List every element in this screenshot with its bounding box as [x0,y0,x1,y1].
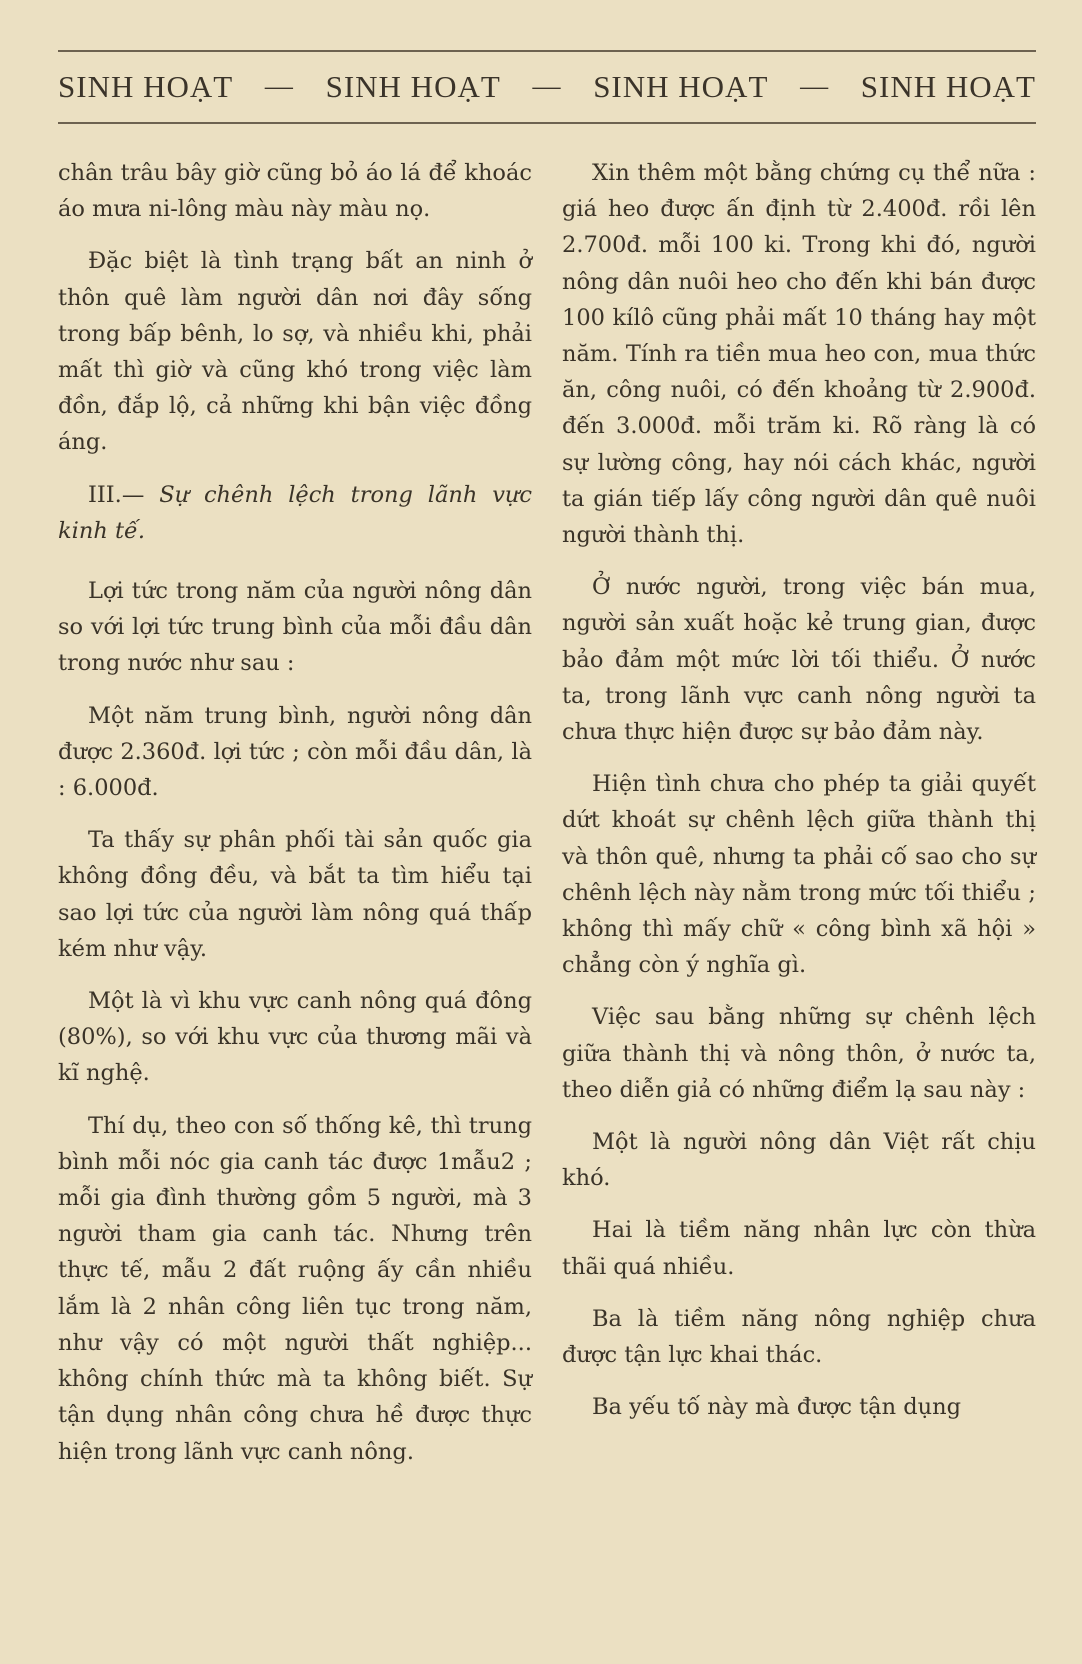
section-heading [58,477,532,549]
paragraph: Ở nước người, trong việc bán mua, người sản xuất hoặc kẻ trung gian, được bảo đảm một mức lời tối thiểu. Ở nước ta, trong lãnh vực canh nông người ta chưa thực hiện được sự bảo đảm này. [562,574,1036,746]
paragraph: Một là vì khu vực canh nông quá đông (80%), so với khu vực của thương mãi và kĩ nghệ. [58,988,532,1087]
header-separator-2: — [532,71,562,102]
paragraph: Thí dụ, theo con số thống kê, thì trung bình mỗi nóc gia canh tác được 1mẫu2 ; mỗi gia đình thường gồm 5 người, mà 3 người tham gia canh tác. Nhưng trên thực tế, mẫu 2 đất ruộng ấy cần nhiều lắm là 2 nhân công liên tục trong năm, như vậy có một người thất nghiệp... không chính thức mà ta không biết. Sự tận dụng nhân công chưa hề được thực hiện trong lãnh vực canh nông. [58,1112,532,1465]
header-item-4: SINH HOẠT [860,69,1036,104]
section-title: Sự chênh lệch trong lãnh vực kinh tế. [58,481,532,544]
section-number: III.— [88,481,145,508]
header-bottom-rule [58,122,1036,124]
header-item-3: SINH HOẠT [593,69,769,104]
right-column [562,155,1036,1486]
paragraph: chân trâu bây giờ cũng bỏ áo lá để khoác áo mưa ni-lông màu này màu nọ. [58,160,532,223]
left-column [58,155,532,1486]
running-header [58,62,1036,112]
header-item-2: SINH HOẠT [325,69,501,104]
paragraph: Ba yếu tố này mà được tận dụng [592,1394,962,1421]
paragraph: Hai là tiềm năng nhân lực còn thừa thãi quá nhiều. [562,1217,1036,1280]
paragraph: Ba là tiềm năng nông nghiệp chưa được tận lực khai thác. [562,1305,1036,1369]
paragraph: Xin thêm một bằng chứng cụ thể nữa : giá heo được ấn định từ 2.400đ. rồi lên 2.700đ. mỗi 100 ki. Trong khi đó, người nông dân nuôi heo cho đến khi bán được 100 kílô cũng phải mất 10 tháng hay một năm. Tính ra tiền mua heo con, mua thức ăn, công nuôi, có đến khoảng từ 2.900đ. đến 3.000đ. mỗi trăm ki. Rõ ràng là có sự lường công, hay nói cách khác, người ta gián tiếp lấy công người dân quê nuôi người thành thị. [562,160,1036,549]
paragraph: Một là người nông dân Việt rất chịu khó. [562,1129,1036,1192]
article-body [58,155,1036,1486]
header-separator-3: — [800,71,830,102]
paragraph: Việc sau bằng những sự chênh lệch giữa thành thị và nông thôn, ở nước ta, theo diễn giả có những điểm lạ sau này : [562,1004,1036,1103]
header-separator-1: — [264,71,294,102]
paragraph: Lợi tức trong năm của người nông dân so với lợi tức trung bình của mỗi đầu dân trong nước như sau : [58,578,532,677]
paragraph: Đặc biệt là tình trạng bất an ninh ở thôn quê làm người dân nơi đây sống trong bấp bênh, lo sợ, và nhiều khi, phải mất thì giờ và cũng khó trong việc làm đồn, đắp lộ, cả những khi bận việc đồng áng. [58,248,532,456]
header-top-rule [58,50,1036,52]
paragraph: Một năm trung bình, người nông dân được 2.360đ. lợi tức ; còn mỗi đầu dân, là : 6.000đ. [58,702,532,802]
paragraph: Ta thấy sự phân phối tài sản quốc gia không đồng đều, và bắt ta tìm hiểu tại sao lợi tức của người làm nông quá thấp kém như vậy. [58,827,532,962]
paragraph: Hiện tình chưa cho phép ta giải quyết dứt khoát sự chênh lệch giữa thành thị và thôn quê, nhưng ta phải cố sao cho sự chênh lệch này nằm trong mức tối thiểu ; không thì mấy chữ « công bình xã hội » chẳng còn ý nghĩa gì. [562,771,1036,979]
header-item-1: SINH HOẠT [58,69,234,104]
